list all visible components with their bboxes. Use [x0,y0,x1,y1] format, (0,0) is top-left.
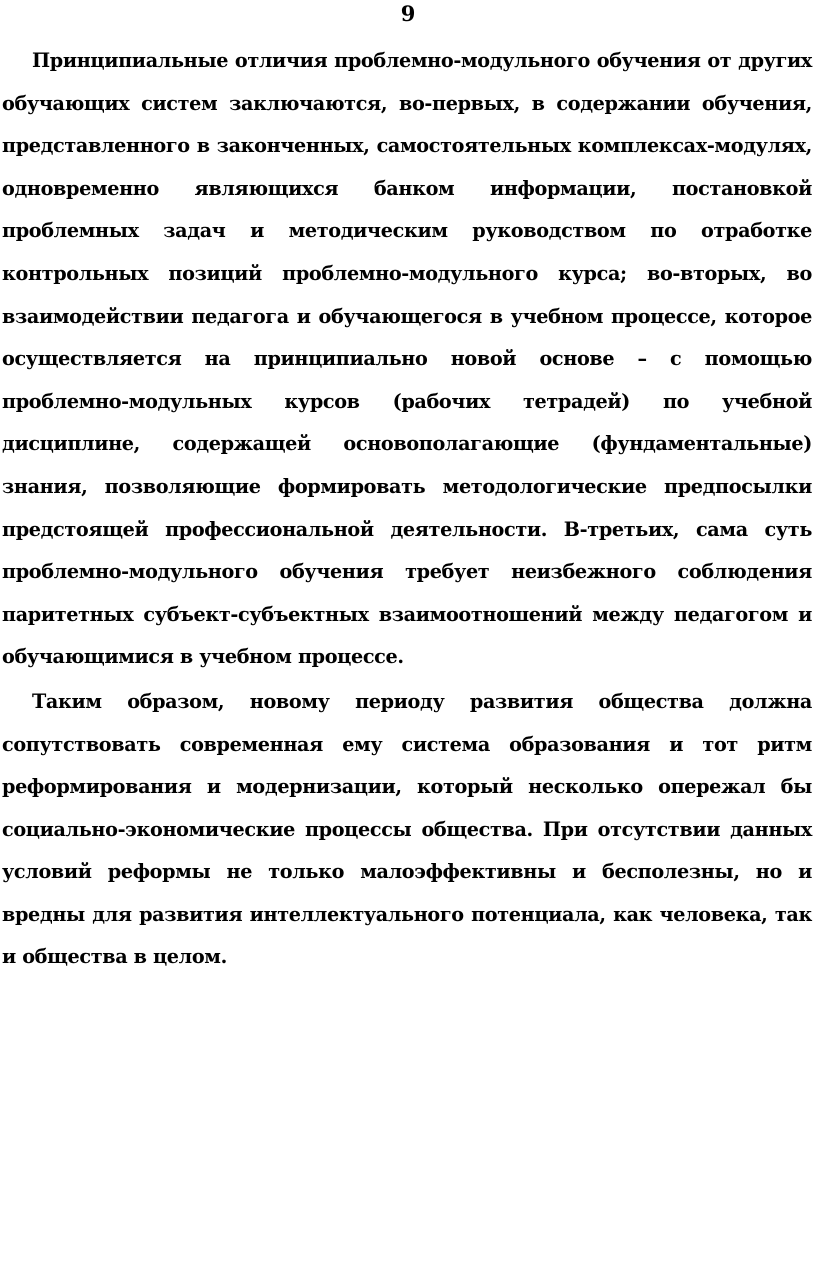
paragraph-2: Таким образом, новому периоду развития общества должна сопутствовать современная ему система образования и тот ритм реформирования и модернизации, который несколько опережал бы социально-экономические процессы общества. При отсутствии данных условий реформы не только малоэффективны и бесполезны, но и вредны для развития интеллектуального потенциала, как человека, так и общества в целом. [2,689,812,969]
document-body [2,40,812,979]
paragraph-1: Принципиальные отличия проблемно-модульного обучения от других обучающих систем заключаются, во-первых, в содержании обучения, представленного в законченных, самостоятельных комплексах-модулях, одновременно являющихся банком информации, постановкой проблемных задач и методическим руководством по отработке контрольных позиций проблемно-модульного курса; во-вторых, во взаимодействии педагога и обучающегося в учебном процессе, которое осуществляется на принципиально новой основе – с помощью проблемно-модульных курсов (рабочих тетрадей) по учебной дисциплине, содержащей основополагающие (фундаментальные) знания, позволяющие формировать методологические предпосылки предстоящей профессиональной деятельности. В-третьих, сама суть проблемно-модульного обучения требует неизбежного соблюдения паритетных субъект-субъектных взаимоотношений между педагогом и обучающимися в учебном процессе. [2,49,812,669]
page-number: 9 [400,1,416,26]
